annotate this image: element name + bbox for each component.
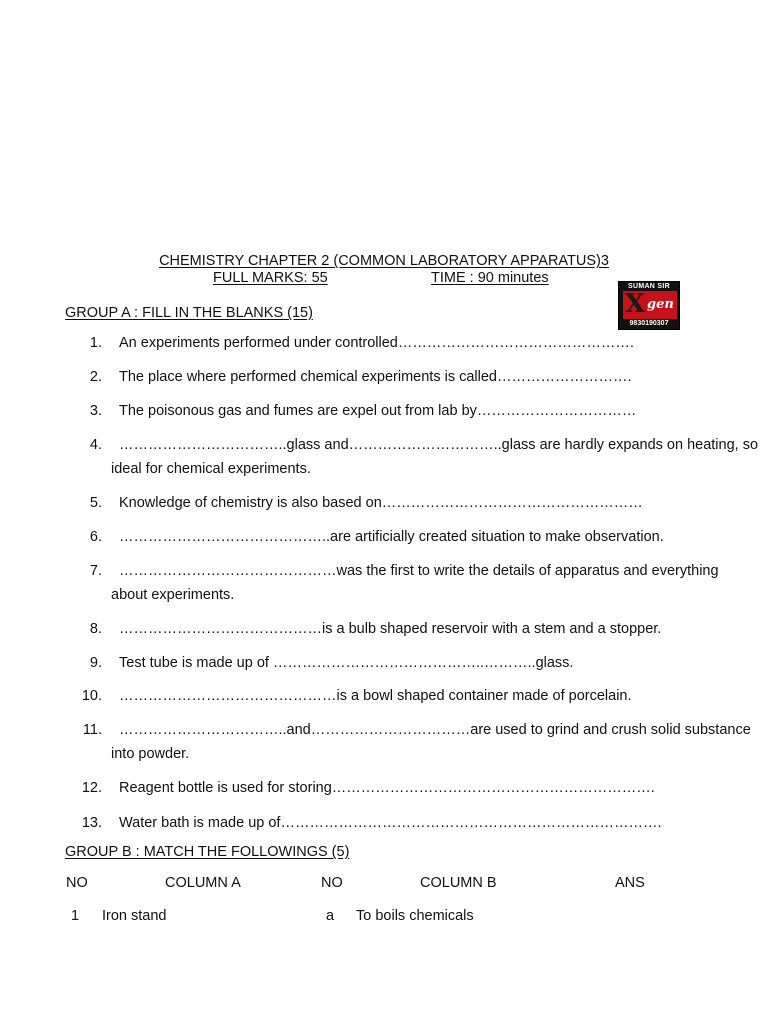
question-text: ……………………………..and……………………………are used to grind and crush solid substance [119, 722, 751, 738]
question-text-continued: into powder. [111, 746, 190, 762]
question-text: Water bath is made up of……………………………………………………………………. [119, 815, 662, 831]
question-text: Test tube is made up of ……………………………………..………..glass. [119, 655, 574, 671]
question-number: 12. [81, 780, 102, 796]
question-text: ……………………………………is a bulb shaped reservoir with a stem and a stopper. [119, 621, 662, 637]
question-number: 8. [89, 621, 102, 637]
question-text: ……………………………..glass and…………………………..glass are hardly expands on heating, so [119, 437, 759, 453]
logo-brand-text: gen [647, 297, 674, 312]
question-number: 13. [81, 815, 102, 831]
question-number: 6. [89, 529, 102, 545]
logo-letter: X [625, 289, 646, 319]
question-text: ……………………………………..are artificially created situation to make observation. [119, 529, 664, 545]
question-text-continued: ideal for chemical experiments. [111, 461, 311, 477]
brand-logo [618, 281, 680, 330]
exam-time: TIME : 90 minutes [431, 270, 549, 286]
question-text: Knowledge of chemistry is also based on……………………………………………… [119, 495, 643, 511]
column-header-column-a: COLUMN A [165, 875, 241, 891]
question-text: An experiments performed under controlled…………………………………………. [119, 335, 634, 351]
question-number: 7. [89, 563, 102, 579]
column-header-no-b: NO [321, 875, 343, 891]
match-row-column-a: Iron stand [102, 908, 167, 924]
logo-top-text: SUMAN SIR [628, 283, 670, 290]
group-a-heading: GROUP A : FILL IN THE BLANKS (15) [65, 305, 313, 321]
match-row-no-b: a [326, 908, 335, 924]
question-number: 9. [89, 655, 102, 671]
question-number: 3. [89, 403, 102, 419]
column-header-ans: ANS [615, 875, 645, 891]
question-text-continued: about experiments. [111, 587, 235, 603]
question-number: 11. [82, 722, 102, 738]
question-text: ………………………………………is a bowl shaped container made of porcelain. [119, 688, 632, 704]
question-number: 10. [81, 688, 102, 704]
question-number: 1. [89, 335, 102, 351]
question-number: 4. [89, 437, 102, 453]
page-title: CHEMISTRY CHAPTER 2 (COMMON LABORATORY APPARATUS)3 [159, 253, 609, 269]
logo-phone: 9830190307 [619, 320, 679, 328]
full-marks: FULL MARKS: 55 [213, 270, 328, 286]
match-row-no-a: 1 [71, 908, 80, 924]
column-header-no-a: NO [66, 875, 88, 891]
group-b-heading: GROUP B : MATCH THE FOLLOWINGS (5) [65, 844, 350, 860]
question-text: The poisonous gas and fumes are expel out from lab by…………………………… [119, 403, 637, 419]
question-text: The place where performed chemical experiments is called………………………. [119, 369, 632, 385]
match-row-column-b: To boils chemicals [356, 908, 474, 924]
column-header-column-b: COLUMN B [420, 875, 497, 891]
question-text: ………………………………………was the first to write the details of apparatus and everything [119, 563, 719, 579]
question-number: 2. [89, 369, 102, 385]
question-text: Reagent bottle is used for storing…………………………………………………………. [119, 780, 655, 796]
question-number: 5. [89, 495, 102, 511]
